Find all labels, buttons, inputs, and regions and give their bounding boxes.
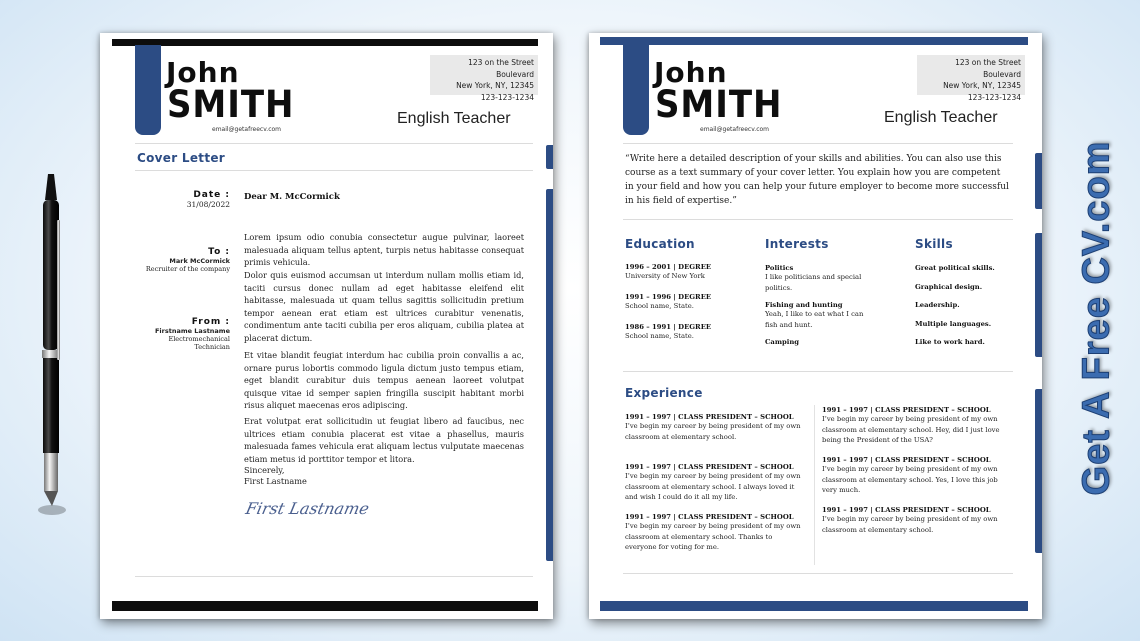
interest-desc: Yeah, I like to eat what I can fish and hunt. — [765, 310, 864, 329]
experience-desc: I’ve begin my career by being president of my own classroom at elementary school. — [625, 422, 801, 441]
skill-item: Multiple languages. — [915, 319, 992, 328]
education-degree: 1986 – 1991 | DEGREE — [625, 323, 712, 331]
from-name: Firstname Lastname — [154, 327, 230, 335]
top-blue-bar — [600, 37, 1028, 45]
letter-paragraph: Dolor quis euismod accumsan ut interdum nullam mollis etiam id, taciti cursus donec nullam ad eget habitasse eleifend elit habitasse, malesuada ut quam tellus sagittis sollicitudin pretium tempor aenean erat etiam est ultrices curabitur venenatis, condimentum ante taciti cubilia per eros aliquam, cubilia platea at placerat dictum. — [244, 270, 524, 343]
to-block — [120, 247, 230, 273]
list-item — [822, 506, 1012, 535]
divider — [135, 576, 533, 577]
resume-page — [589, 33, 1042, 619]
side-tab — [1035, 153, 1042, 209]
first-name: John — [166, 56, 240, 89]
skill-item: Like to work hard. — [915, 338, 985, 346]
list-item — [625, 513, 805, 553]
experience-desc: I’ve begin my career by being president of my own classroom at elementary school. — [822, 515, 998, 534]
experience-title-item: 1991 – 1997 | CLASS PRESIDENT – SCHOOL — [625, 513, 794, 521]
divider — [623, 143, 1013, 144]
experience-title-item: 1991 – 1997 | CLASS PRESIDENT – SCHOOL — [822, 406, 991, 414]
from-label: From : — [191, 317, 230, 327]
summary: “Write here a detailed description of your skills and abilities. You can also use this course as a text summary of your cover letter. You explain how you are competent in your field and how you can help your future employer to become more successful in his field of expertise.” — [625, 154, 1009, 206]
closing-name: First Lastname — [244, 476, 307, 486]
first-name: John — [654, 56, 728, 89]
experience-left — [625, 413, 805, 553]
email: email@getafreecv.com — [700, 126, 770, 133]
to-role: Recruiter of the company — [145, 265, 230, 273]
education-title: Education — [625, 237, 695, 251]
address-line: 123-123-1234 — [480, 92, 534, 102]
date-label: Date : — [193, 190, 230, 200]
experience-title-item: 1991 – 1997 | CLASS PRESIDENT – SCHOOL — [625, 463, 794, 471]
bottom-black-bar — [112, 601, 538, 611]
experience-title-item: 1991 – 1997 | CLASS PRESIDENT – SCHOOL — [822, 506, 991, 514]
skills-title: Skills — [915, 237, 953, 251]
list-item — [765, 301, 865, 330]
letter-paragraph: Erat volutpat erat sollicitudin ut feugiat libero ad faucibus, nec ultrices etiam conubia placerat est vitae a phasellus, mauris malesuada fames vehicula erat aliquam lectus vulputate maecenas etiam metus id porttitor tempor et litora. — [244, 416, 524, 464]
interest-name: Fishing and hunting — [765, 301, 843, 309]
address-box — [917, 55, 1025, 102]
pen-illustration — [22, 170, 82, 520]
letter-paragraph: Et vitae blandit feugiat interdum hac cubilia proin convallis a ac, ornare purus lobortis commodo ligula dictum justo tempus etiam, eget blandit curabitur duis tempus aenean laoreet volutpat quisque vitae id semper sapien fringilla suscipit habitant morbi risus aliquet maecenas eros adipiscing. — [244, 350, 524, 411]
skill-item: Great political skills. — [915, 264, 995, 272]
list-item — [822, 406, 1012, 456]
list-item — [765, 264, 865, 293]
divider — [623, 219, 1013, 220]
from-block — [120, 317, 230, 351]
education-school: School name, State. — [625, 302, 694, 310]
divider — [135, 143, 533, 144]
closing: Sincerely, — [244, 465, 285, 475]
side-tab — [546, 145, 553, 169]
experience-desc: I’ve begin my career by being president of my own classroom at elementary school. Yes, I love this job very much. — [822, 465, 998, 494]
address-line: 123 on the Street Boulevard — [468, 58, 534, 79]
education-degree: 1991 – 1996 | DEGREE — [625, 293, 712, 301]
list-item — [765, 338, 865, 346]
experience-title: Experience — [625, 386, 703, 400]
experience-desc: I’ve begin my career by being president of my own classroom at elementary school. Hey, did I just love being the President of the USA? — [822, 415, 1000, 444]
email: email@getafreecv.com — [212, 126, 282, 133]
side-tab — [1035, 389, 1042, 553]
education-degree: 1996 – 2001 | DEGREE — [625, 263, 712, 271]
date-value: 31/08/2022 — [186, 200, 230, 209]
from-role: Technician — [194, 343, 230, 351]
top-black-bar — [112, 39, 538, 46]
experience-right — [822, 406, 1012, 535]
to-name: Mark McCormick — [169, 257, 230, 265]
skill-item: Graphical design. — [915, 282, 983, 291]
side-tab — [1035, 233, 1042, 357]
address-box — [430, 55, 538, 102]
side-tab — [546, 189, 553, 561]
experience-title-item: 1991 – 1997 | CLASS PRESIDENT – SCHOOL — [822, 456, 991, 464]
divider — [135, 170, 533, 171]
letter-paragraph: Lorem ipsum odio conubia consectetur augue pulvinar, laoreet malesuada aliquam tellus aptent, turpis netus habitasse consequat primis vehicula. — [244, 232, 524, 268]
address-line: 123-123-1234 — [967, 92, 1021, 102]
section-title: Cover Letter — [137, 151, 226, 165]
list-item — [822, 456, 1012, 506]
last-name: SMITH — [167, 83, 295, 126]
interest-name: Politics — [765, 264, 794, 272]
experience-desc: I’ve begin my career by being president of my own classroom at elementary school. Thanks to everyone for voting for me. — [625, 522, 801, 551]
list-item — [625, 463, 805, 513]
list-item — [625, 323, 745, 353]
address-line: New York, NY, 12345 — [456, 81, 534, 90]
interest-desc: I like politicians and special politics. — [765, 273, 862, 292]
address-line: New York, NY, 12345 — [943, 81, 1021, 90]
list-item — [625, 293, 745, 323]
t-accent-bar — [135, 45, 161, 135]
address-line: 123 on the Street Boulevard — [955, 58, 1021, 79]
divider — [623, 573, 1013, 574]
education-school: University of New York — [625, 272, 705, 280]
salutation: Dear M. McCormick — [244, 192, 340, 202]
job-title: English Teacher — [884, 109, 998, 126]
t-accent-bar — [623, 45, 649, 135]
last-name: SMITH — [655, 83, 783, 126]
experience-title-item: 1991 – 1997 | CLASS PRESIDENT – SCHOOL — [625, 413, 794, 421]
interests-list — [765, 264, 865, 346]
column-divider — [814, 405, 815, 565]
interest-name: Camping — [765, 338, 800, 346]
list-item — [625, 413, 805, 463]
pen-icon — [22, 170, 82, 520]
closing-block — [244, 465, 307, 487]
list-item — [625, 263, 745, 293]
from-role: Electromechanical — [168, 335, 230, 343]
education-list — [625, 263, 745, 353]
skill-item: Leadership. — [915, 301, 960, 309]
divider — [623, 371, 1013, 372]
interests-title: Interests — [765, 237, 829, 251]
date-block — [140, 190, 230, 209]
bottom-blue-bar — [600, 601, 1028, 611]
education-school: School name, State. — [625, 332, 694, 340]
experience-desc: I’ve begin my career by being president of my own classroom at elementary school. I always loved it and wish I could do it all my life. — [625, 472, 801, 501]
cover-letter-page — [100, 33, 553, 619]
job-title: English Teacher — [397, 110, 511, 127]
watermark-text: Get A Free CV.com — [1075, 140, 1118, 496]
to-label: To : — [208, 247, 230, 257]
skills-list — [915, 264, 1025, 357]
signature: First Lastname — [243, 499, 371, 518]
